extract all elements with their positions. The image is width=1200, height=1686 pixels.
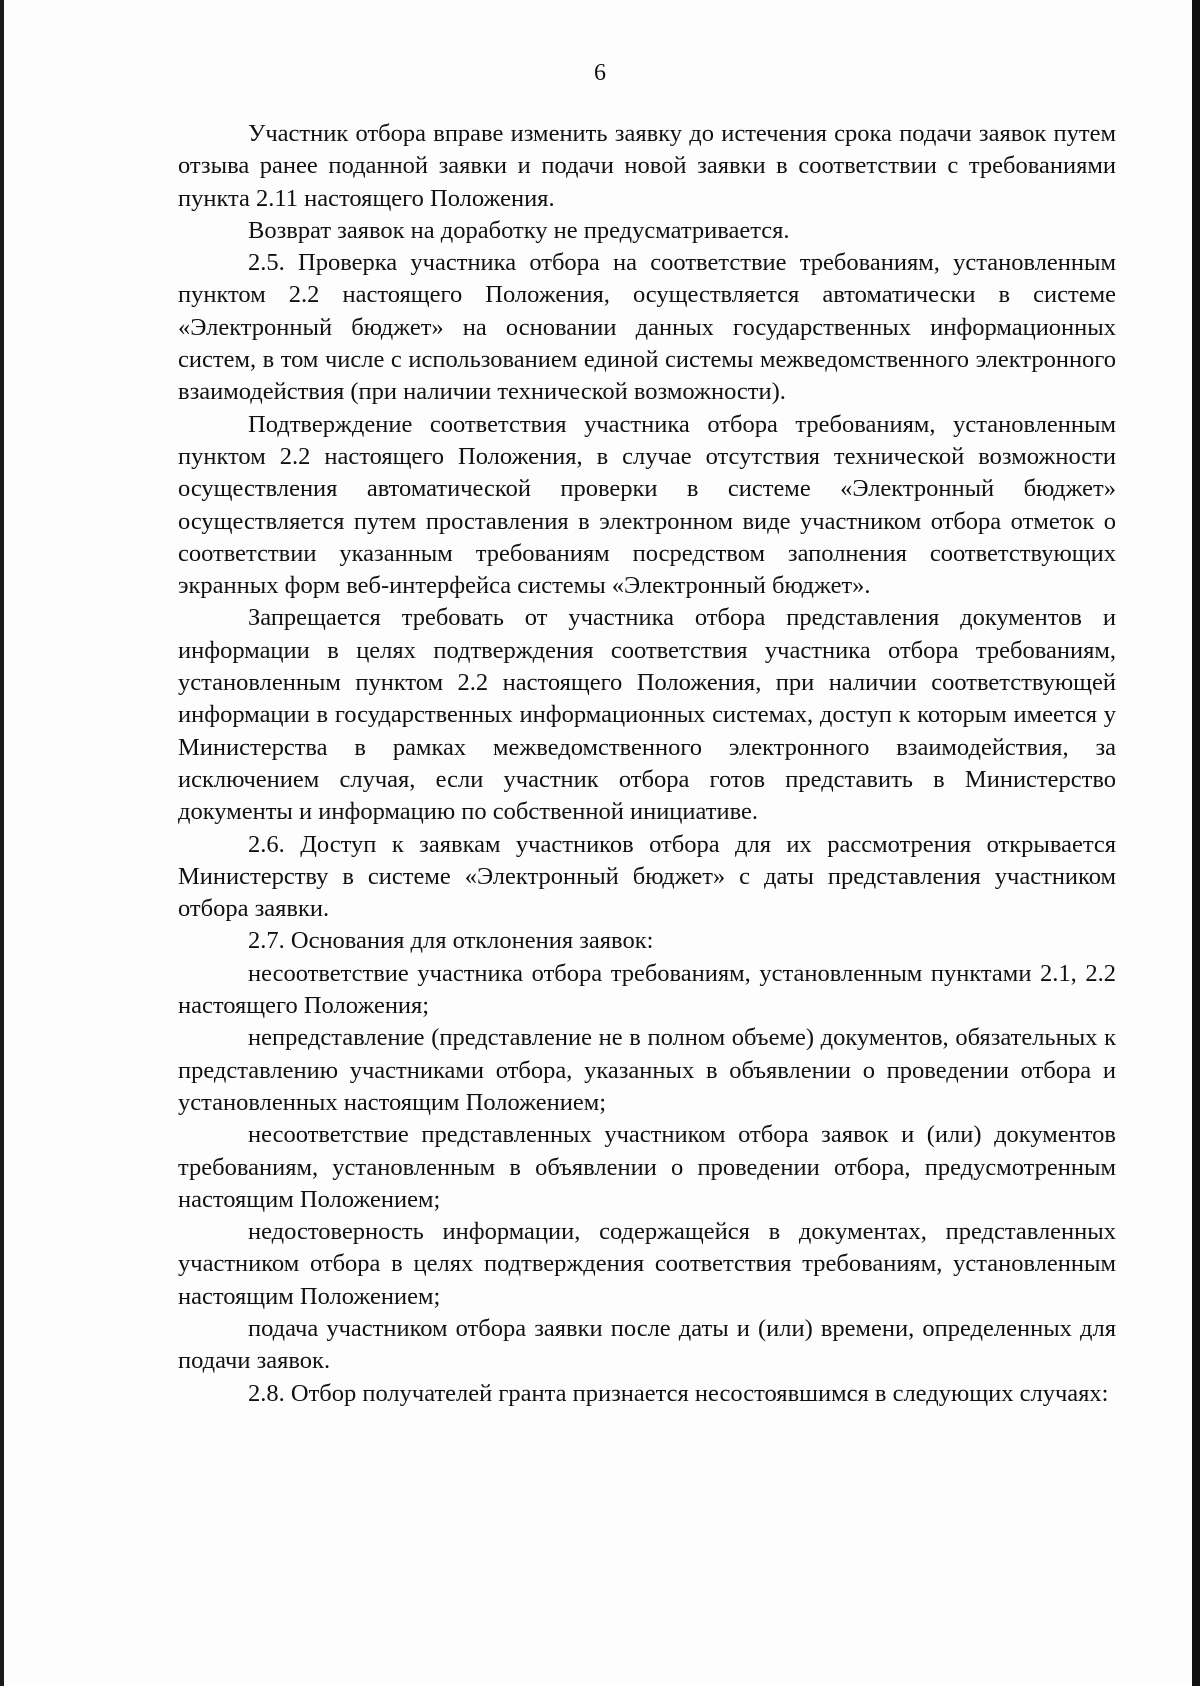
paragraph: несоответствие участника отбора требованиям, установленным пунктами 2.1, 2.2 настоящего Положения; xyxy=(178,959,1116,1020)
page-number: 6 xyxy=(594,60,606,86)
paragraph: несоответствие представленных участником отбора заявок и (или) документов требованиям, установленным в объявлении о проведении отбора, предусмотренным настоящим Положением; xyxy=(178,1121,1116,1213)
paragraph: 2.6. Доступ к заявкам участников отбора для их рассмотрения открывается Министерству в системе «Электронный бюджет» с даты представления участником отбора заявки. xyxy=(178,830,1116,923)
paragraph: Подтверждение соответствия участника отбора требованиям, установленным пунктом 2.2 настоящего Положения, в случае отсутствия технической возможности осуществления автоматической проверки в системе «Электронный бюджет» осуществляется путем проставления в электронном виде участником отбора отметок о соответствии указанным требованиям посредством заполнения соответствующих экранных форм веб-интерфейса системы «Электронный бюджет». xyxy=(178,410,1116,600)
document-body xyxy=(178,118,1116,1410)
paragraph: непредставление (представление не в полном объеме) документов, обязательных к представлению участниками отбора, указанных в объявлении о проведении отбора и установленных настоящим Положением; xyxy=(178,1024,1116,1116)
paragraph: Возврат заявок на доработку не предусматривается. xyxy=(248,216,790,244)
paragraph: Запрещается требовать от участника отбора представления документов и информации в целях подтверждения соответствия участника отбора требованиям, установленным пунктом 2.2 настоящего Положения, при наличии соответствующей информации в государственных информационных системах, доступ к которым имеется у Министерства в рамках межведомственного электронного взаимодействия, за исключением случая, если участник отбора готов представить в Министерство документы и информацию по собственной инициативе. xyxy=(178,604,1116,826)
paragraph: 2.5. Проверка участника отбора на соответствие требованиям, установленным пунктом 2.2 настоящего Положения, осуществляется автоматически в системе «Электронный бюджет» на основании данных государственных информационных систем, в том числе с использованием единой системы межведомственного электронного взаимодействия (при наличии технической возможности). xyxy=(178,249,1116,406)
paragraph: 2.8. Отбор получателей гранта признается несостоявшимся в следующих случаях: xyxy=(248,1379,1109,1407)
paragraph: 2.7. Основания для отклонения заявок: xyxy=(248,927,654,955)
paragraph: недостоверность информации, содержащейся в документах, представленных участником отбора в целях подтверждения соответствия требованиям, установленным настоящим Положением; xyxy=(178,1218,1116,1310)
paragraph: Участник отбора вправе изменить заявку до истечения срока подачи заявок путем отзыва ранее поданной заявки и подачи новой заявки в соответствии с требованиями пункта 2.11 настоящего Положения. xyxy=(178,120,1116,212)
paragraph: подача участником отбора заявки после даты и (или) времени, определенных для подачи заявок. xyxy=(178,1314,1116,1375)
scan-right-edge xyxy=(1192,0,1200,1686)
scan-left-edge xyxy=(0,0,4,1686)
